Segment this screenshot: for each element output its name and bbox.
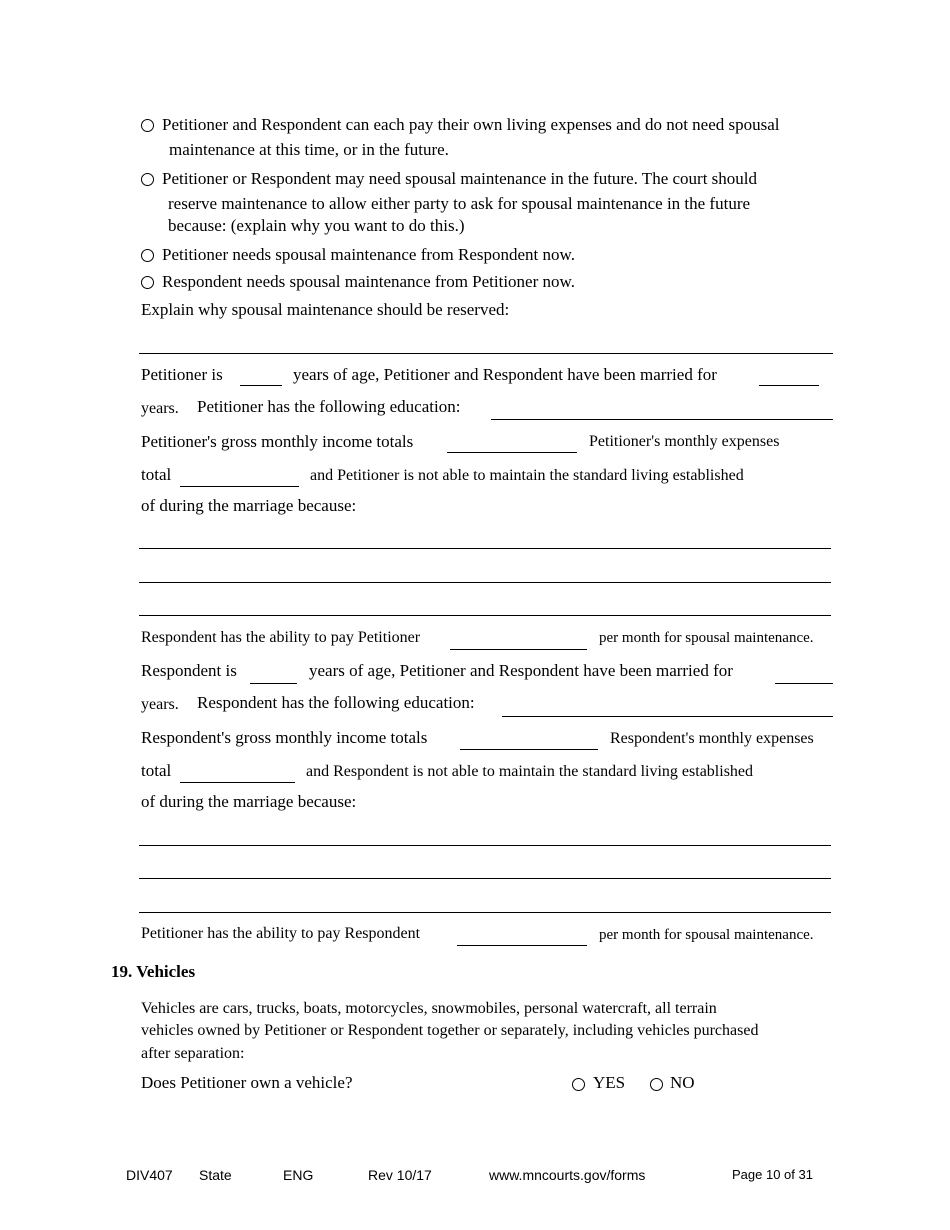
petitioner-not-able-text: and Petitioner is not able to maintain the standard living established: [310, 467, 744, 484]
respondent-income-field[interactable]: [460, 749, 598, 750]
petitioner-income-field[interactable]: [447, 452, 577, 453]
respondent-reason-line-3[interactable]: [139, 912, 831, 913]
petitioner-total-label: total: [141, 465, 172, 484]
option-petitioner-needs-text: Petitioner needs spousal maintenance from Respondent now.: [162, 245, 575, 264]
option-own-expenses-radio[interactable]: [141, 119, 154, 132]
petitioner-expenses-label: Petitioner's monthly expenses: [589, 433, 780, 450]
option-own-expenses-text: Petitioner and Respondent can each pay their own living expenses and do not need spousal: [162, 115, 780, 134]
respondent-expenses-label: Respondent's monthly expenses: [610, 730, 814, 747]
option-own-expenses-text-cont: maintenance at this time, or in the future.: [169, 140, 449, 159]
vehicle-no-radio[interactable]: [650, 1078, 663, 1091]
respondent-expenses-field[interactable]: [180, 782, 295, 783]
footer-page-number: Page 10 of 31: [732, 1167, 813, 1182]
option-reserve-text-cont: reserve maintenance to allow either party to ask for spousal maintenance in the future: [168, 194, 751, 213]
footer-state: State: [199, 1167, 232, 1183]
option-respondent-needs-text: Respondent needs spousal maintenance from Petitioner now.: [162, 272, 575, 291]
respondent-age-prefix: Respondent is: [141, 661, 237, 680]
respondent-age-field[interactable]: [250, 683, 297, 684]
option-petitioner-needs-radio[interactable]: [141, 249, 154, 262]
vehicle-yes-label: YES: [593, 1073, 626, 1092]
petitioner-during-marriage-label: of during the marriage because:: [141, 496, 357, 515]
respondent-education-field[interactable]: [502, 716, 833, 717]
vehicles-description-1: Vehicles are cars, trucks, boats, motorcycles, snowmobiles, personal watercraft, all terrain: [141, 1000, 717, 1017]
reserve-explain-label: Explain why spousal maintenance should be reserved:: [141, 300, 510, 319]
vehicles-description-2: vehicles owned by Petitioner or Respondent together or separately, including vehicles purchased: [141, 1022, 759, 1039]
respondent-reason-line-1[interactable]: [139, 845, 831, 846]
respondent-ability-amount-field[interactable]: [450, 649, 587, 650]
respondent-education-label: Respondent has the following education:: [197, 693, 475, 712]
vehicle-question: Does Petitioner own a vehicle?: [141, 1073, 353, 1092]
petitioner-years-label: years.: [141, 400, 179, 417]
option-respondent-needs-radio[interactable]: [141, 276, 154, 289]
respondent-reason-line-2[interactable]: [139, 878, 831, 879]
respondent-income-label: Respondent's gross monthly income totals: [141, 728, 428, 747]
petitioner-ability-prefix: Petitioner has the ability to pay Respondent: [141, 925, 421, 942]
option-reserve-radio[interactable]: [141, 173, 154, 186]
petitioner-education-field[interactable]: [491, 419, 833, 420]
respondent-not-able-text: and Respondent is not able to maintain the standard living established: [306, 763, 754, 780]
footer-url[interactable]: www.mncourts.gov/forms: [489, 1167, 646, 1183]
footer-revision: Rev 10/17: [368, 1167, 432, 1183]
vehicle-no-label: NO: [670, 1073, 695, 1092]
option-reserve-text: Petitioner or Respondent may need spousal maintenance in the future. The court should: [162, 169, 758, 188]
respondent-years-label: years.: [141, 696, 179, 713]
respondent-ability-suffix: per month for spousal maintenance.: [599, 630, 814, 646]
petitioner-ability-amount-field[interactable]: [457, 945, 587, 946]
petitioner-age-field[interactable]: [240, 385, 282, 386]
option-reserve-text-cont2: because: (explain why you want to do this.): [168, 216, 465, 235]
respondent-total-label: total: [141, 761, 172, 780]
vehicle-yes-radio[interactable]: [572, 1078, 585, 1091]
petitioner-income-label: Petitioner's gross monthly income totals: [141, 432, 414, 451]
vehicles-description-3: after separation:: [141, 1045, 245, 1062]
reserve-explain-line[interactable]: [139, 353, 833, 354]
petitioner-reason-line-1[interactable]: [139, 548, 831, 549]
respondent-ability-prefix: Respondent has the ability to pay Petitioner: [141, 629, 421, 646]
petitioner-married-years-field[interactable]: [759, 385, 819, 386]
petitioner-age-prefix: Petitioner is: [141, 365, 223, 384]
section-heading-vehicles: 19. Vehicles: [111, 962, 196, 981]
respondent-during-marriage-label: of during the marriage because:: [141, 792, 357, 811]
footer-language: ENG: [283, 1167, 314, 1183]
petitioner-age-suffix: years of age, Petitioner and Respondent have been married for: [293, 365, 717, 384]
petitioner-expenses-field[interactable]: [180, 486, 299, 487]
footer-form-id: DIV407: [126, 1167, 173, 1183]
petitioner-reason-line-3[interactable]: [139, 615, 831, 616]
petitioner-reason-line-2[interactable]: [139, 582, 831, 583]
petitioner-ability-suffix: per month for spousal maintenance.: [599, 927, 814, 943]
petitioner-education-label: Petitioner has the following education:: [197, 397, 461, 416]
respondent-age-suffix: years of age, Petitioner and Respondent have been married for: [309, 661, 733, 680]
respondent-married-years-field[interactable]: [775, 683, 833, 684]
